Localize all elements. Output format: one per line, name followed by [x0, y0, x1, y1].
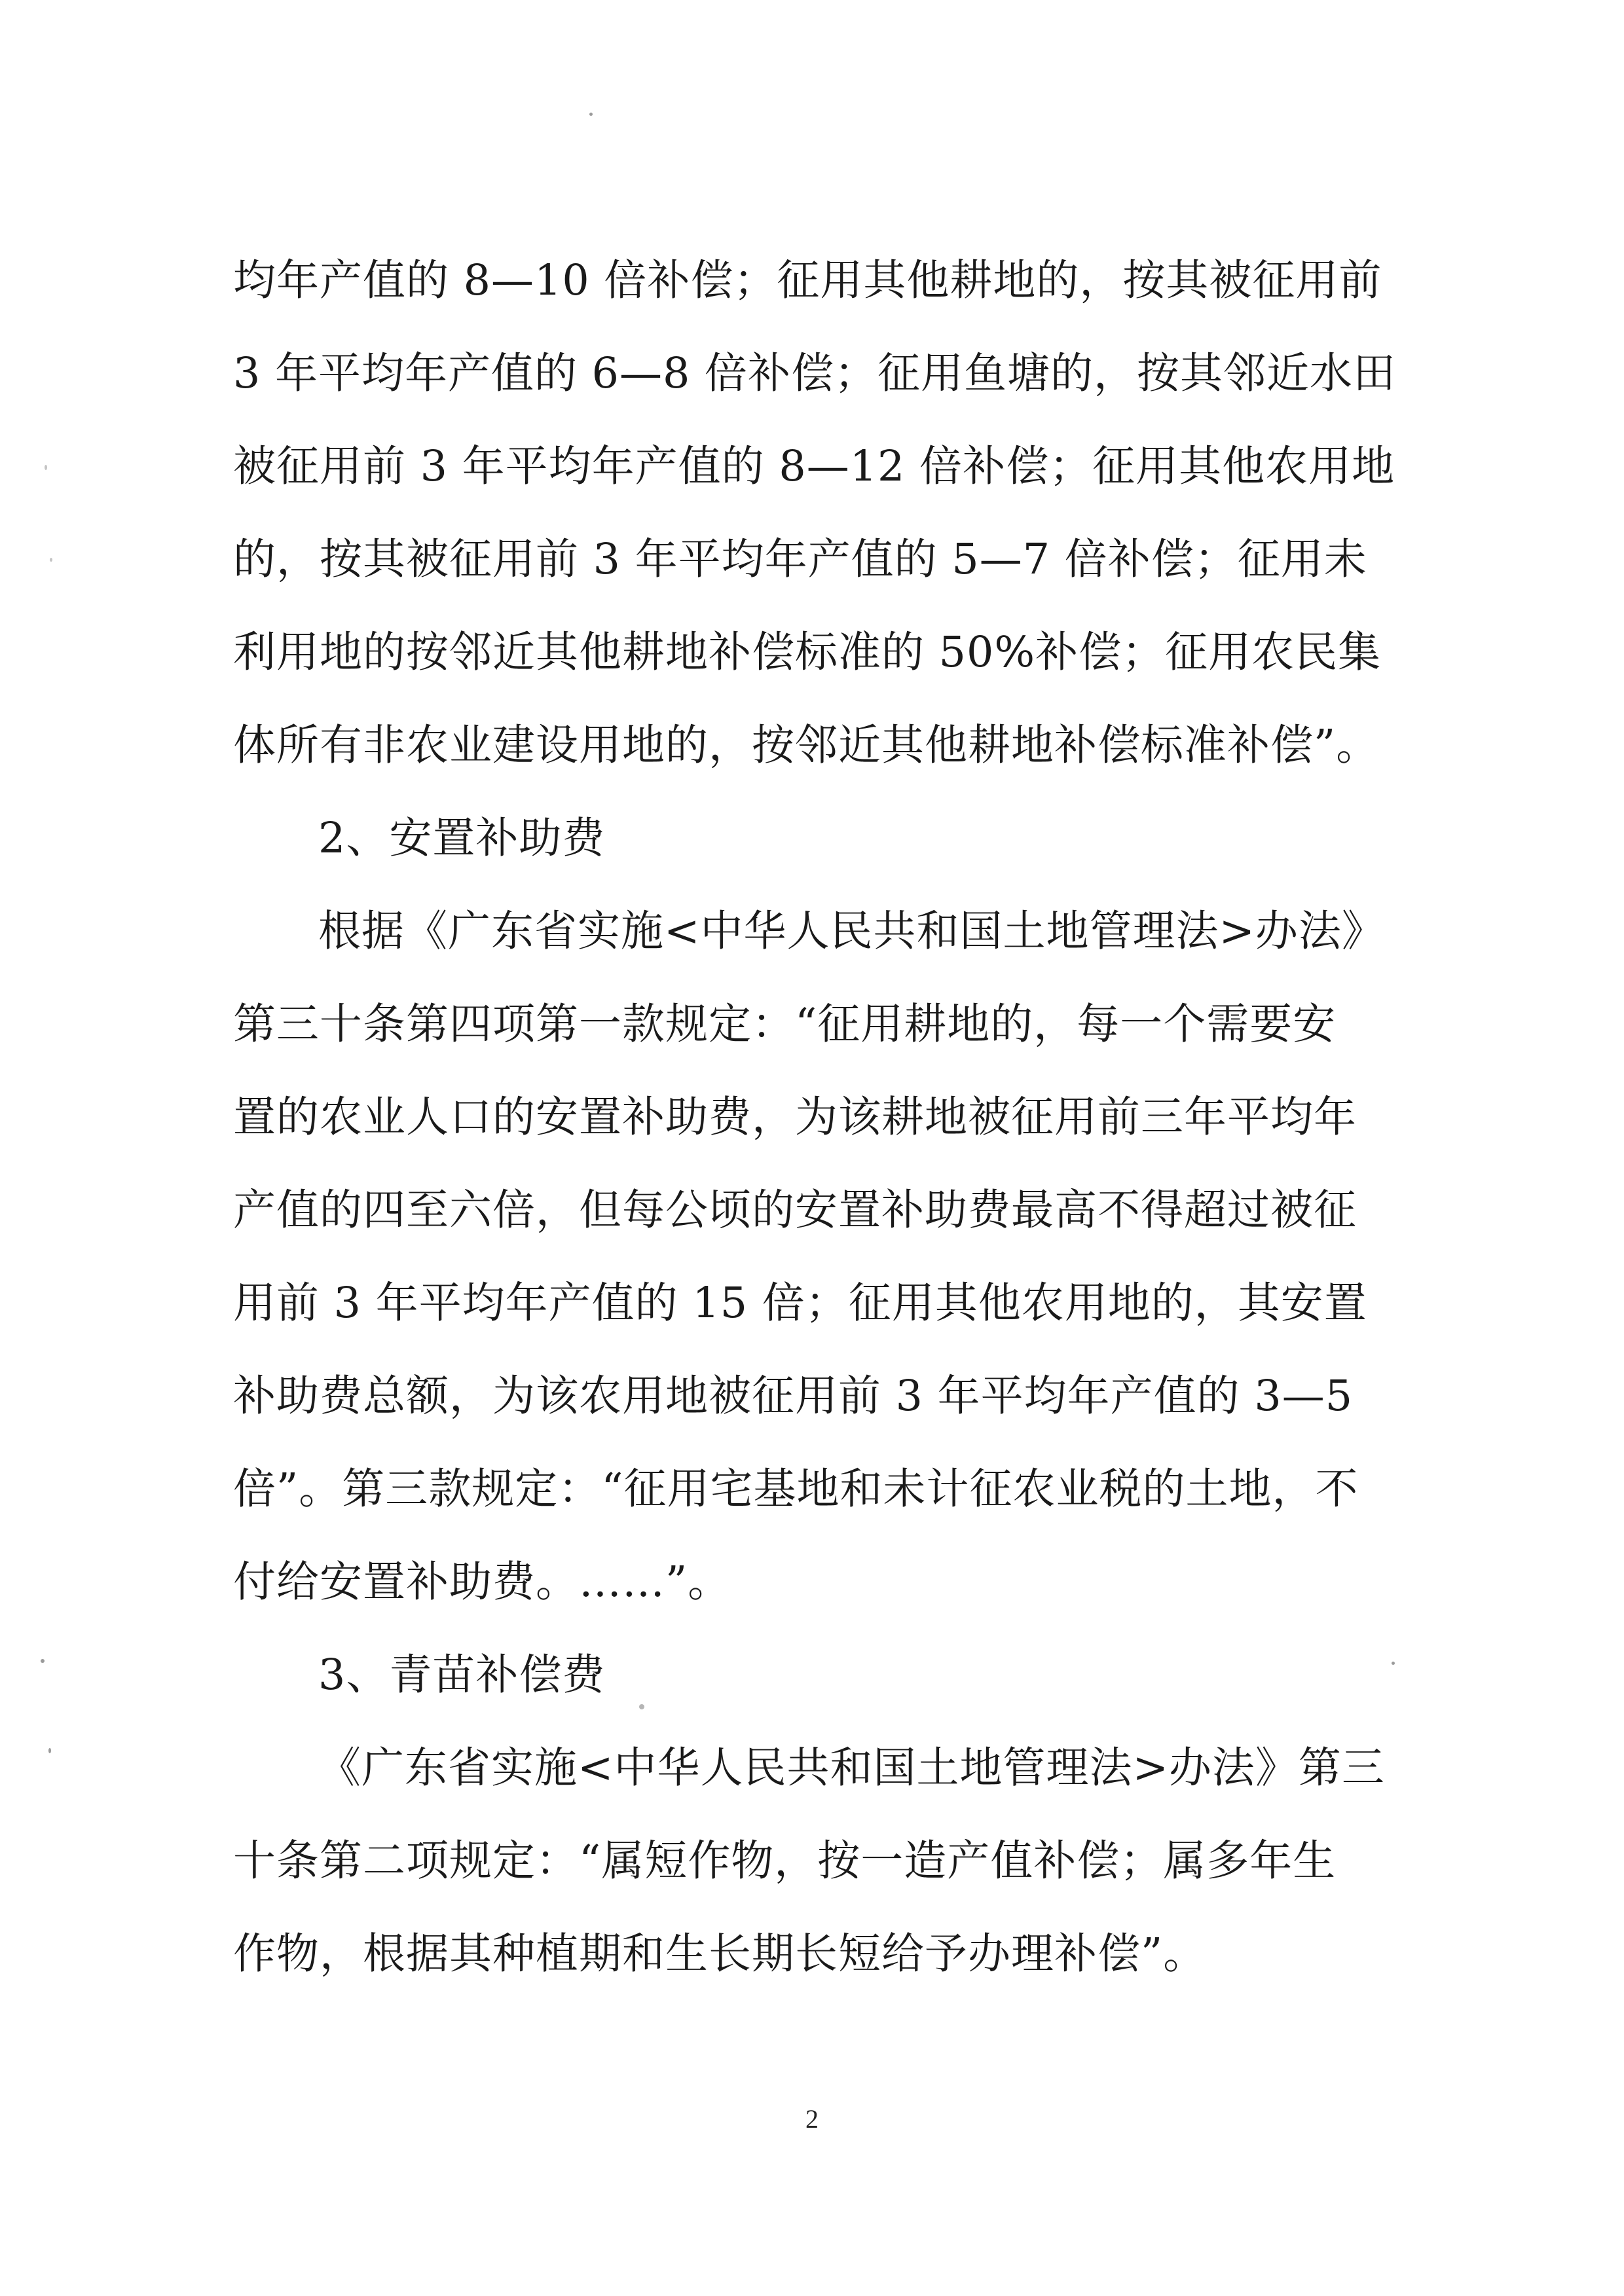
scan-speck [1392, 1662, 1395, 1665]
section-heading: 3、青苗补偿费 [318, 1650, 606, 1700]
document-body [233, 234, 1397, 2001]
scan-speck [639, 1704, 644, 1709]
scan-speck [589, 113, 593, 116]
text-line: 产值的四至六倍，但每公顷的安置补助费最高不得超过被征 [233, 1186, 1357, 1235]
text-line: 利用地的按邻近其他耕地补偿标准的 50%补偿；征用农民集 [233, 628, 1382, 677]
text-line: 付给安置补助费。……”。 [233, 1558, 731, 1607]
text-line: 补助费总额，为该农用地被征用前 3 年平均年产值的 3—5 [233, 1372, 1354, 1421]
text-line: 根据《广东省实施<中华人民共和国土地管理法>办法》 [318, 907, 1385, 956]
text-line: 用前 3 年平均年产值的 15 倍；征用其他农用地的，其安置 [233, 1279, 1367, 1328]
text-line: 置的农业人口的安置补助费，为该耕地被征用前三年平均年 [233, 1093, 1357, 1142]
text-line: 《广东省实施<中华人民共和国土地管理法>办法》第三 [318, 1743, 1385, 1793]
text-line: 3 年平均年产值的 6—8 倍补偿；征用鱼塘的，按其邻近水田 [233, 349, 1397, 398]
text-line: 被征用前 3 年平均年产值的 8—12 倍补偿；征用其他农用地 [233, 442, 1395, 491]
text-line: 十条第二项规定：“属短作物，按一造产值补偿；属多年生 [233, 1836, 1337, 1886]
text-line: 倍”。第三款规定：“征用宅基地和未计征农业税的土地，不 [233, 1465, 1359, 1514]
section-heading: 2、安置补助费 [318, 814, 606, 863]
scan-speck [48, 1748, 51, 1753]
text-line: 作物，根据其种植期和生长期长短给予办理补偿”。 [233, 1929, 1207, 1978]
text-line: 的，按其被征用前 3 年平均年产值的 5—7 倍补偿；征用未 [233, 535, 1367, 584]
scan-speck [41, 1659, 45, 1663]
text-line: 第三十条第四项第一款规定：“征用耕地的，每一个需要安 [233, 1000, 1337, 1049]
scan-speck [45, 465, 47, 470]
scan-speck [50, 558, 52, 562]
text-line: 均年产值的 8—10 倍补偿；征用其他耕地的，按其被征用前 [233, 256, 1382, 305]
text-line: 体所有非农业建设用地的，按邻近其他耕地补偿标准补偿”。 [233, 721, 1380, 770]
page-number: 2 [805, 2104, 819, 2134]
